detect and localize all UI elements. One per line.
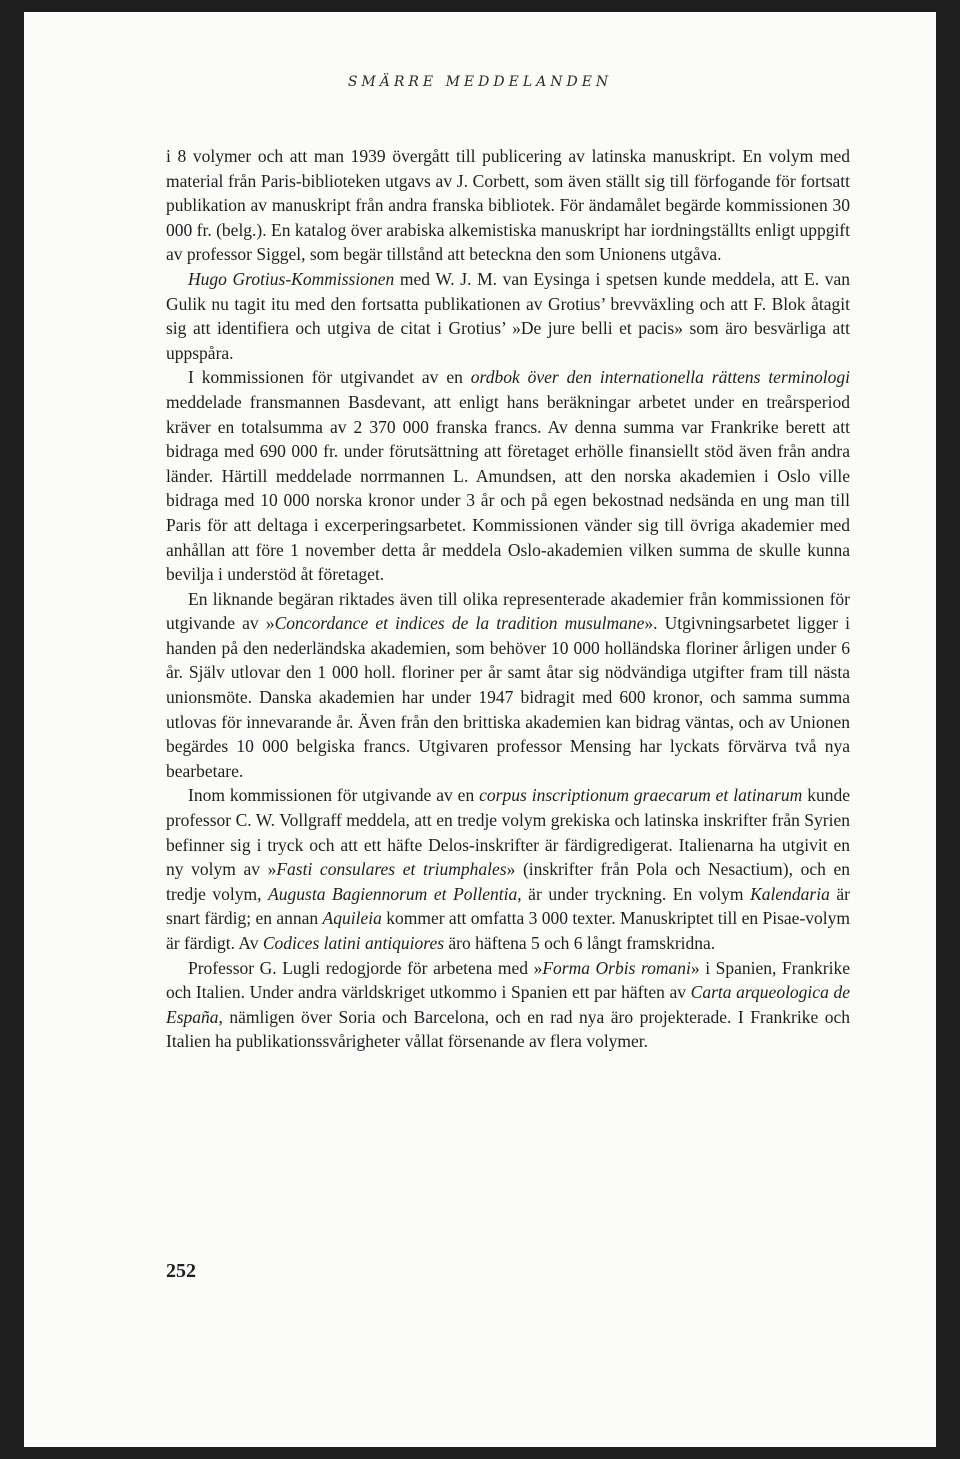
paragraph [166,956,850,1054]
document-page [24,12,936,1447]
text-run: Inom kommissionen för utgivande av en [188,785,480,806]
paragraph [166,144,850,267]
text-run: ». Utgivningsarbetet ligger i handen på den nederländska akademien, som behöver 10 000 holländska floriner årligen under 6 år. Själv utlovar den 1 000 holl. floriner per år samt åtar sig nödvändiga utgifter fram till nästa unionsmöte. Danska akademien har under 1947 bidragit med 600 kronor, och samma summa utlovas för innevarande år. Även från den brittiska akademien kan bidrag väntas, och av Unionen begärdes 10 000 belgiska francs. Utgivaren professor Mensing har lyckats förvärva två nya bearbetare. [166,613,851,781]
italic-text: Kalendaria [750,883,830,904]
text-run: , är under tryckning. En volym [517,883,751,904]
text-run: är snart färdig; en annan [166,883,850,929]
text-run: , nämligen över Soria och Barcelona, och en rad nya äro projekterade. I Frankrike och Italien ha publikationssvårigheter vållat försenande av flera volymer. [166,1006,850,1052]
paragraph [166,365,850,586]
italic-text: ordbok över den internationella rättens terminologi [470,367,850,388]
text-run: äro häftena 5 och 6 långt framskridna. [444,933,716,953]
italic-text: Concordance et indices de la tradition musulmane [274,613,645,634]
running-head: SMÄRRE MEDDELANDEN [347,74,613,90]
text-run: i 8 volymer och att man 1939 övergått till publicering av latinska manuskript. En volym med material från Paris-biblioteken utgavs av J. Corbett, som även ställt sig till förfogande för fortsatt publikation av manuskript från andra franska bibliotek. För ändamålet begärde kommissionen 30 000 fr. (belg.). En katalog över arabiska alkemistiska manuskript har iordningställts enligt uppgift av professor Siggel, som begär tillstånd att beteckna den som Unionens utgåva. [166,146,850,265]
italic-text: Codices latini antiquiores [262,933,445,953]
italic-text: Aquileia [322,908,382,929]
paragraph [166,587,850,784]
text-run: med W. J. M. van Eysinga i spetsen kunde meddela, att E. van Gulik nu tagit itu med den fortsatta publikationen av Grotius’ brevväxling och att F. Blok åtagit sig att identifiera och utgiva de citat i Grotius’ »De jure belli et pacis» som äro besvärliga att uppspåra. [166,268,850,363]
page-number: 252 [166,1260,196,1282]
text-run: Professor G. Lugli redogjorde för arbetena med » [188,957,543,978]
text-run: meddelade fransmannen Basdevant, att enligt hans beräkningar arbetet under en treårsperiod kräver en totalsumma av 2 370 000 franska francs. Av denna summa var Frankrike berett att bidraga med 690 000 fr. under förutsättning att företaget erhölle finansiellt stöd även från andra länder. Härtill meddelade norrmannen L. Amundsen, att den norska akademien i Oslo ville bidraga med 10 000 norska kronor under 3 år och på egen bekostnad nedsända en ung man till Paris för att deltaga i excerperingsarbetet. Kommissionen vänder sig till övriga akademier med anhållan att före 1 november detta år meddela Oslo-akademien vilken summa de skulle kunna bevilja i understöd åt företaget. [166,391,850,585]
text-run: I kommissionen för utgivandet av en [188,367,471,388]
italic-text: Forma Orbis romani [542,957,691,978]
italic-text: Hugo Grotius-Kommissionen [188,268,395,289]
text-run: » (inskrifter från Pola och Nesactium), och en tredje volym, [166,859,850,904]
text-run: kommer att omfatta 3 000 texter. Manuskriptet till en Pisae-volym är färdigt. Av [166,908,851,953]
italic-text: Fasti consulares et triumphales [276,859,507,880]
text-run: kunde professor C. W. Vollgraff meddela, att en tredje volym grekiska och latinska inskrifter från Syrien befinner sig i tryck och att ett häfte Delos-inskrifter är färdigredigerat. Italienarna ha utgivit en ny volym av » [166,785,850,880]
body-text [166,144,850,1054]
italic-text: Carta arqueologica de España [166,982,850,1027]
text-run: En liknande begäran riktades även till olika representerade akademier från kommissionen för utgivande av » [166,588,850,634]
italic-text: corpus inscriptionum graecarum et latinarum [479,785,803,806]
text-run: » i Spanien, Frankrike och Italien. Under andra världskriget utkommo i Spanien ett par häften av [166,957,851,1003]
paragraph [166,267,850,365]
paragraph [166,783,850,955]
italic-text: Augusta Bagiennorum et Pollentia [268,883,518,904]
